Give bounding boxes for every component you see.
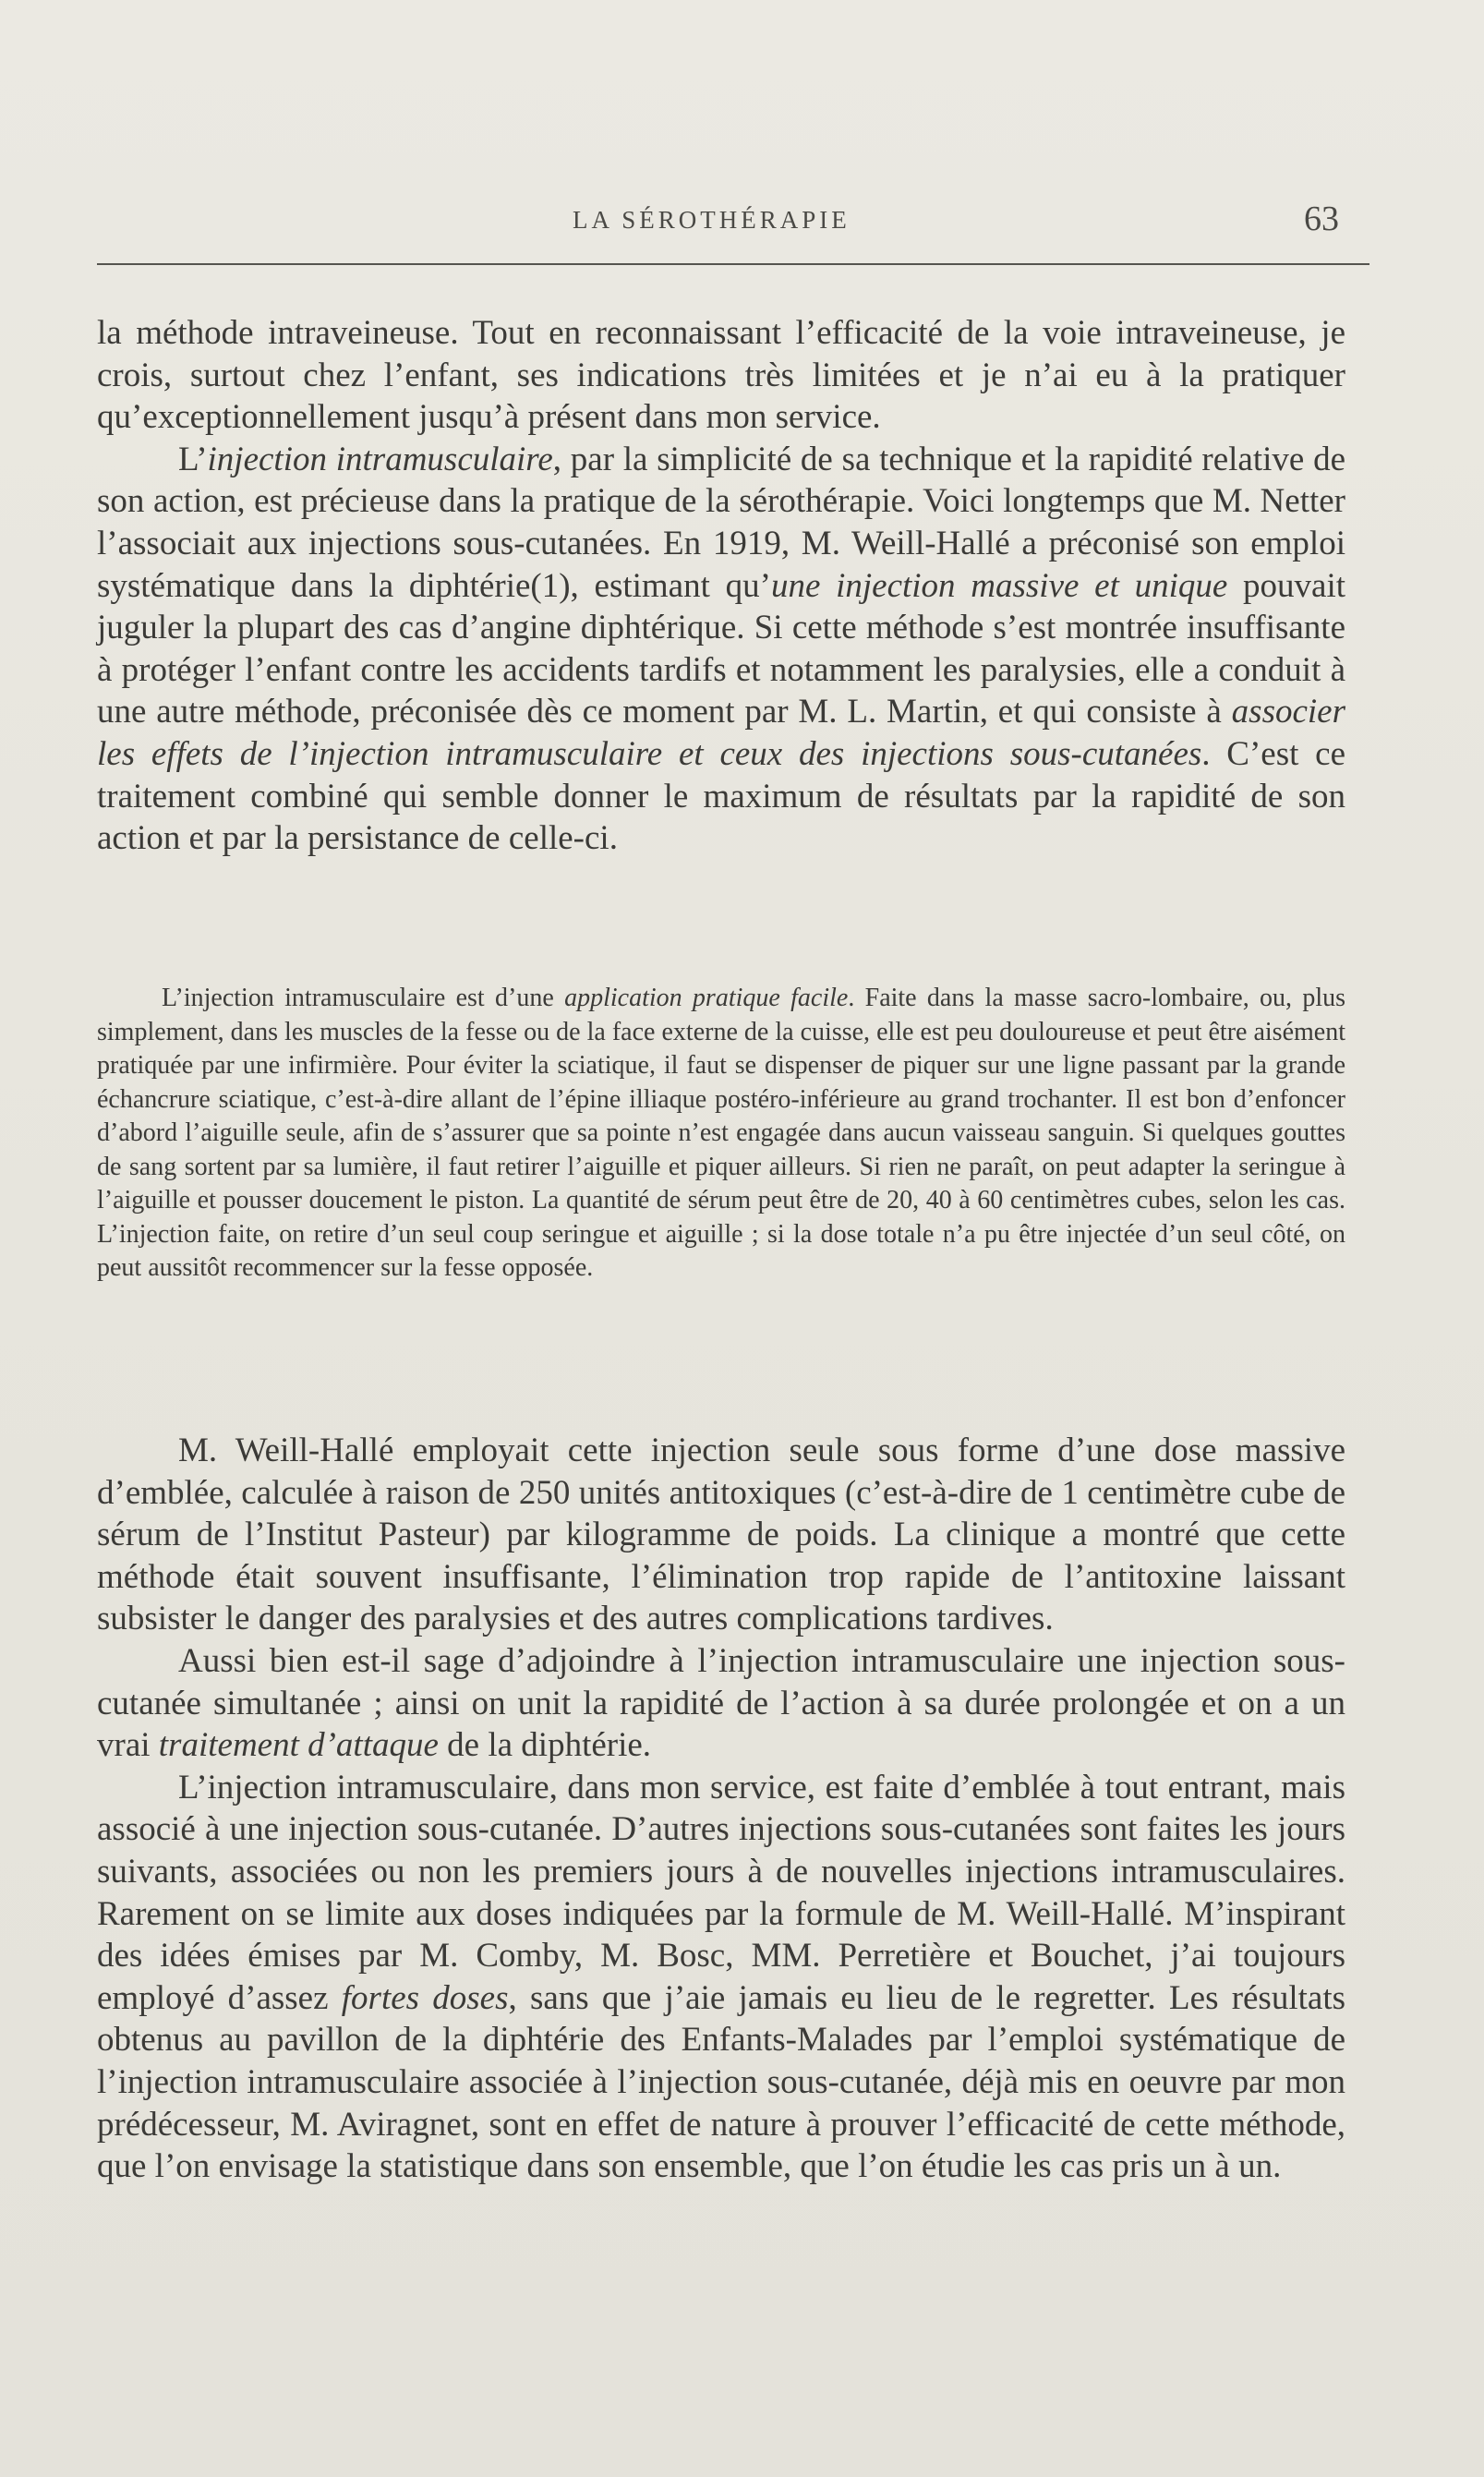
text-run: L’injection intramusculaire est d’une [162,984,565,1012]
running-title: LA SÉROTHÉRAPIE [573,206,851,234]
page-number: 63 [1304,199,1339,238]
text-run: , sans que j’aie jamais eu lieu de le regretter. Les résultats obtenus au pavillon de la diphtérie des Enfants-Malades par l’emploi systématique de l’injection intramusculaire associée à l’injection sous-cutanée, déjà mis en oeuvre par mon prédécesseur, M. Aviragnet, sont en effet de nature à prouver l’efficacité de cette méthode, que l’on envisage la statistique dans son ensemble, que l’on étudie les cas pris un à un. [97,1978,1345,2186]
text-run: la méthode intraveineuse. Tout en reconnaissant l’efficacité de la voie intraveineuse, je crois, surtout chez l’enfant, ses indications très limitées et je n’ai eu à la pratiquer qu’exceptionnellement jusqu’à présent dans mon service. [97,314,1345,437]
text-run: M. Weill-Hallé employait cette injection seule sous forme d’une dose massive d’emblée, calculée à raison de 250 unités antitoxiques (c’est-à-dire de 1 centimètre cube de sérum de l’Institut Pasteur) par kilogramme de poids. La clinique a montré que cette méthode était souvent insuffisante, l’élimination trop rapide de l’antitoxine laissant subsister le danger des paralysies et des autres complications tardives. [97,1432,1345,1638]
small-print-paragraph [97,982,1345,1286]
paragraph [97,1640,1345,1767]
paragraph [97,982,1345,1286]
paragraph [97,312,1345,439]
text-run: , par la simplicité de sa technique et la rapidité relative de son action, est précieuse dans la pratique de la sérothérapie. Voici longtemps que M. Netter l’associait aux injections sous-cutanées. En 1919, M. Weill-Hallé a préconisé son emploi systématique dans la diphtérie(1), estimant qu’ [97,440,1345,605]
text-run: . Faite dans la masse sacro-lombaire, ou, plus simplement, dans les muscles de la fesse ou de la face externe de la cuisse, elle est peu douloureuse et peut être aisément pratiquée par une infirmière. Pour éviter la sciatique, il faut se dispenser de piquer sur une ligne passant par la grande échancrure sciatique, c’est-à-dire allant de l’épine illiaque postéro-inférieure au grand trochanter. Il est bon d’enfoncer d’abord l’aiguille seule, afin de s’assurer que sa pointe n’est engagée dans aucun vaisseau sanguin. Si quelques gouttes de sang sortent par sa lumière, il faut retirer l’aiguille et piquer ailleurs. Si rien ne paraît, on peut adapter la seringue à l’aiguille et pousser doucement le piston. La quantité de sérum peut être de 20, 40 à 60 centimètres cubes, selon les cas. L’injection faite, on retire d’un seul coup seringue et aiguille ; si la dose totale n’a pu être injectée d’un seul côté, on peut aussitôt recommencer sur la fesse opposée. [97,984,1345,1282]
running-head [0,199,1484,243]
paragraph [97,439,1345,860]
italic-run: injection intramusculaire [207,440,553,478]
italic-run: application pratique facile [564,984,849,1012]
italic-run: fortes doses [341,1978,509,2017]
main-text-top [97,312,1345,860]
main-text-bottom [97,1430,1345,2188]
paragraph [97,1430,1345,1640]
italic-run: traitement d’attaque [158,1726,439,1765]
text-run: L’injection intramusculaire, dans mon service, est faite d’emblée à tout entrant, mais associé à une injection sous-cutanée. D’autres injections sous-cutanées sont faites les jours suivants, associées ou non les premiers jours à de nouvelles injections intramusculaires. Rarement on se limite aux doses indiquées par la formule de M. Weill-Hallé. M’inspirant des idées émises par M. Comby, M. Bosc, MM. Perretière et Bouchet, j’ai toujours employé d’assez [97,1768,1345,2017]
text-run: de la diphtérie. [438,1726,652,1765]
text-run: pouvait juguler la plupart des cas d’angine diphtérique. Si cette méthode s’est montrée insuffisante à protéger l’enfant contre les accidents tardifs et notamment les paralysies, elle a conduit à une autre méthode, préconisée dès ce moment par M. L. Martin, et qui consiste à [97,566,1346,731]
text-run: Aussi bien est-il sage d’adjoindre à l’injection intramusculaire une injection sous-cutanée simultanée ; ainsi on unit la rapidité de l’action à sa durée prolongée et on a un vrai [97,1641,1345,1765]
header-rule [97,263,1369,265]
text-run: L’ [178,440,208,478]
text-run: . C’est ce traitement combiné qui semble donner le maximum de résultats par la rapidité de son action et par la persistance de celle-ci. [97,734,1345,858]
italic-run: une injection massive et unique [770,566,1228,605]
paragraph [97,1767,1345,2188]
italic-run: associer les effets de l’injection intramusculaire et ceux des injections sous-cutanées [97,693,1345,773]
